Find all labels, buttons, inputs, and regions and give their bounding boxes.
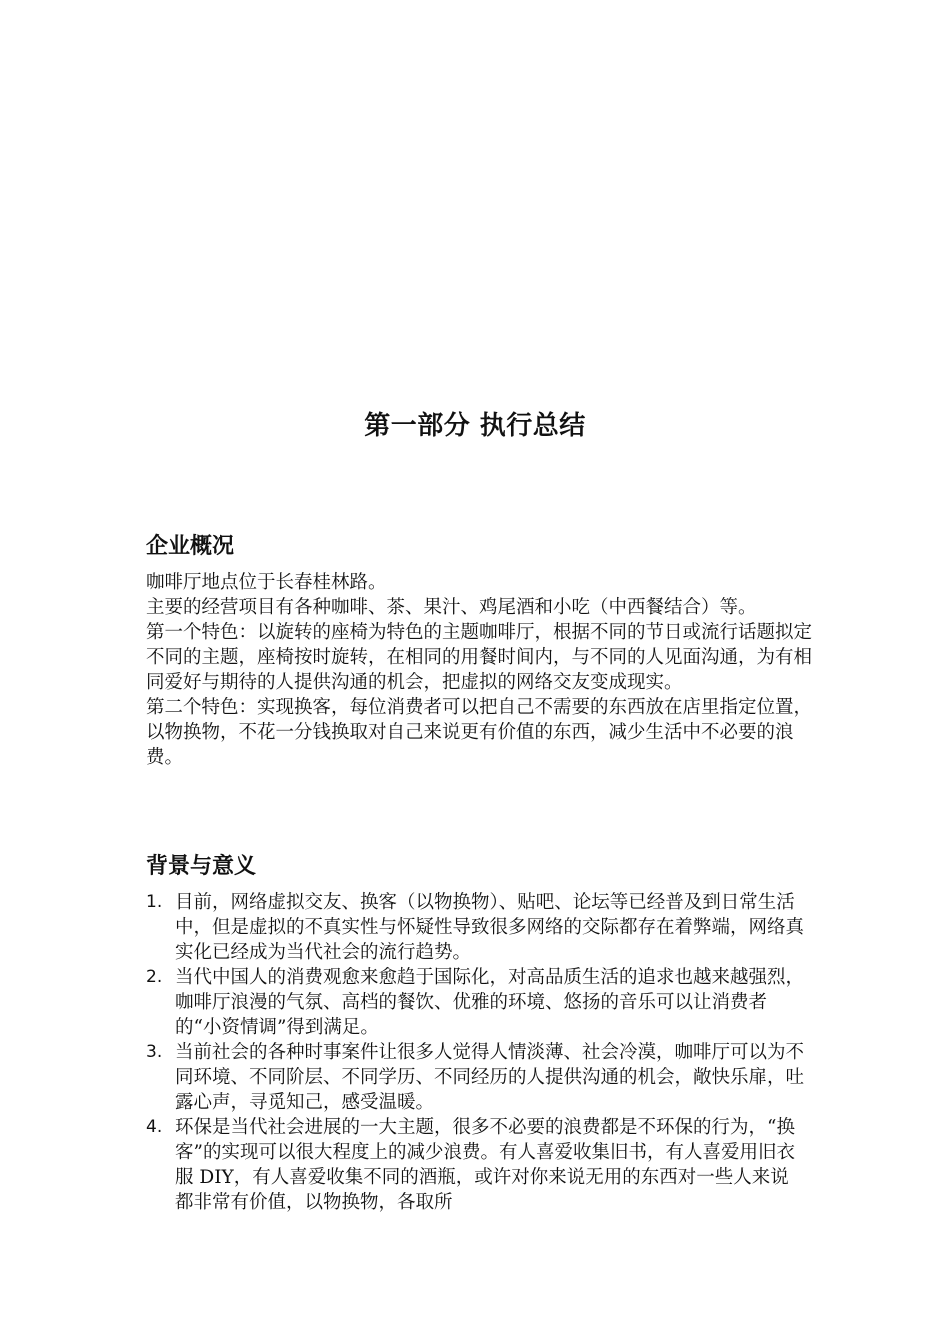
list-item-number: 3. [146,1042,163,1062]
list-item-text: 目前，网络虚拟交友、换客（以物换物）、贴吧、论坛等已经普及到日常生活中，但是虚拟的不真实性与怀疑性导致很多网络的交际都存在着弊端，网络真实化已经成为当代社会的流行趋势。 [175,892,805,963]
overview-paragraph: 咖啡厅地点位于长春桂林路。 [146,572,387,593]
overview-paragraph: 第一个特色：以旋转的座椅为特色的主题咖啡厅，根据不同的节日或流行话题拟定不同的主题，座椅按时旋转，在相同的用餐时间内，与不同的人见面沟通，为有相同爱好与期待的人提供沟通的机会，把虚拟的网络交友变成现实。 [146,622,813,693]
list-item-text: 环保是当代社会进展的一大主题，很多不必要的浪费都是不环保的行为，“换客”的实现可以很大程度上的减少浪费。有人喜爱收集旧书，有人喜爱用旧衣服 DIY，有人喜爱收集不同的酒瓶，或许对你来说无用的东西对一些人来说都非常有价值，以物换物，各取所 [175,1117,795,1213]
list-item [146,890,807,965]
overview-section [146,532,826,770]
list-item-number: 4. [146,1117,163,1137]
list-item-number: 2. [146,967,163,987]
list-item-text: 当前社会的各种时事案件让很多人觉得人情淡薄、社会冷漠，咖啡厅可以为不同环境、不同阶层、不同学历、不同经历的人提供沟通的机会，敞快乐扉，吐露心声，寻觅知己，感受温暖。 [175,1042,805,1113]
part-title: 第一部分 执行总结 [364,411,586,441]
background-heading: 背景与意义 [146,854,257,879]
list-item [146,1115,807,1215]
overview-paragraph: 第二个特色：实现换客，每位消费者可以把自己不需要的东西放在店里指定位置，以物换物，不花一分钱换取对自己来说更有价值的东西，减少生活中不必要的浪费。 [146,697,813,768]
overview-heading: 企业概况 [146,534,235,559]
list-item-text: 当代中国人的消费观愈来愈趋于国际化，对高品质生活的追求也越来越强烈，咖啡厅浪漫的气氛、高档的餐饮、优雅的环境、悠扬的音乐可以让消费者的“小资情调”得到满足。 [175,967,805,1038]
list-item-number: 1. [146,892,163,912]
list-item [146,1040,807,1115]
list-item [146,965,807,1040]
background-section [146,852,826,1215]
overview-paragraph: 主要的经营项目有各种咖啡、茶、果汁、鸡尾酒和小吃（中西餐结合）等。 [146,597,757,618]
background-list [146,890,826,1215]
